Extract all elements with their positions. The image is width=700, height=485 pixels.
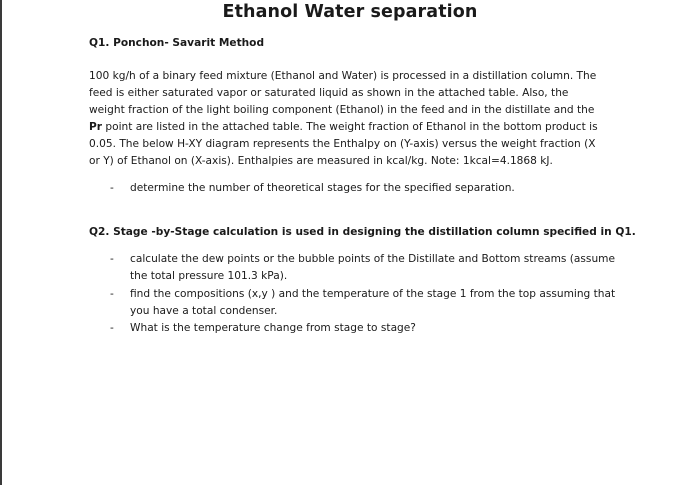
q2-bullet-2-line-1: find the compositions (x,y ) and the temperature of the stage 1 from the top assuming that (130, 288, 616, 300)
q2-bullet-3-dash: - (110, 322, 114, 334)
document-title: Ethanol Water separation (222, 2, 478, 22)
paragraph-line-5: 0.05. The below H-XY diagram represents the Enthalpy on (Y-axis) versus the weight fraction (X (89, 137, 596, 150)
q2-heading: Q2. Stage -by-Stage calculation is used in designing the distillation column specified in Q1. (89, 226, 636, 238)
paragraph-line-6: or Y) of Ethanol on (X-axis). Enthalpies are measured in kcal/kg. Note: 1kcal=4.1868 kJ. (89, 154, 553, 167)
q1-bullet-1 (130, 180, 620, 197)
q2-bullet-1-line-2: the total pressure 101.3 kPa). (130, 269, 288, 282)
q1-paragraph (89, 68, 614, 169)
paragraph-line-3: weight fraction of the light boiling component (Ethanol) in the feed and in the distillate and the (89, 103, 595, 116)
paragraph-line-4 (89, 119, 614, 136)
q2-bullet-2-dash: - (110, 288, 114, 300)
q2-bullet-2 (130, 286, 620, 320)
paragraph-line-1: 100 kg/h of a binary feed mixture (Ethanol and Water) is processed in a distillation column. The (89, 70, 597, 82)
q1-bullet-1-line-1: determine the number of theoretical stages for the specified separation. (130, 182, 515, 194)
q1-heading: Q1. Ponchon- Savarit Method (89, 37, 265, 49)
pr-point-bold-label: Pr (89, 120, 102, 133)
q2-bullet-2-line-2: you have a total condenser. (130, 304, 278, 317)
q2-bullet-1 (130, 251, 620, 285)
q2-bullet-3-line-1: What is the temperature change from stage to stage? (130, 322, 416, 334)
q1-bullet-dash: - (110, 182, 114, 194)
paragraph-line-2: feed is either saturated vapor or saturated liquid as shown in the attached table. Also, the (89, 86, 569, 99)
q2-bullet-1-line-1: calculate the dew points or the bubble points of the Distillate and Bottom streams (assume (130, 253, 615, 265)
page-left-border (0, 0, 2, 485)
paragraph-line-4-rest: point are listed in the attached table. The weight fraction of Ethanol in the bottom product is (102, 120, 598, 133)
q2-bullet-3 (130, 320, 620, 337)
q2-bullet-1-dash: - (110, 253, 114, 265)
